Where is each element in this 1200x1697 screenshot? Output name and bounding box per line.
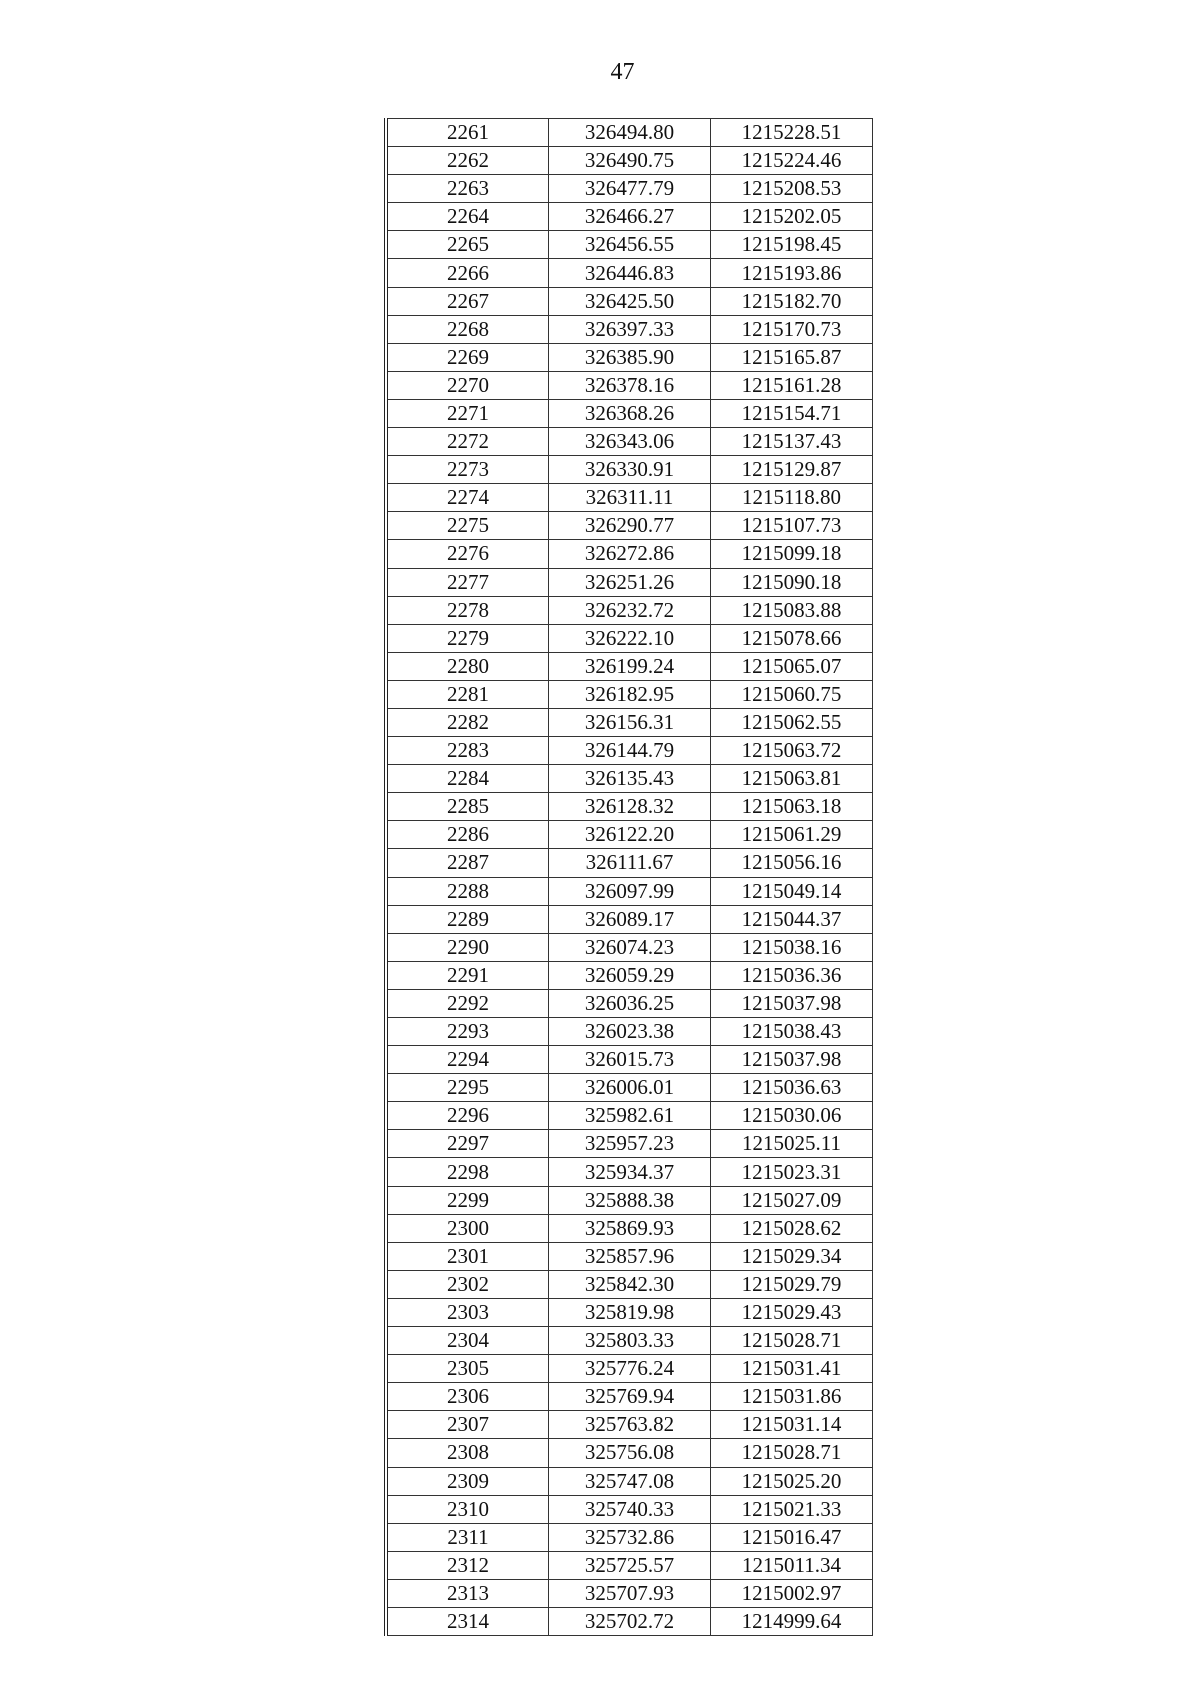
table-row [386, 175, 873, 203]
x-coordinate-cell: 325756.08 [549, 1439, 711, 1467]
table-row [386, 1467, 873, 1495]
x-coordinate-cell: 326397.33 [549, 315, 711, 343]
table-row [386, 849, 873, 877]
y-coordinate-cell: 1215056.16 [711, 849, 873, 877]
y-coordinate-cell: 1215031.14 [711, 1411, 873, 1439]
x-coordinate-cell: 326456.55 [549, 231, 711, 259]
x-coordinate-cell: 326466.27 [549, 203, 711, 231]
x-coordinate-cell: 325819.98 [549, 1298, 711, 1326]
table-row [386, 596, 873, 624]
point-number-cell: 2263 [386, 175, 549, 203]
point-number-cell: 2274 [386, 484, 549, 512]
table-row [386, 680, 873, 708]
point-number-cell: 2275 [386, 512, 549, 540]
x-coordinate-cell: 326006.01 [549, 1074, 711, 1102]
point-number-cell: 2309 [386, 1467, 549, 1495]
table-row [386, 287, 873, 315]
y-coordinate-cell: 1215038.43 [711, 1018, 873, 1046]
x-coordinate-cell: 326290.77 [549, 512, 711, 540]
table-row [386, 624, 873, 652]
y-coordinate-cell: 1215021.33 [711, 1495, 873, 1523]
y-coordinate-cell: 1215154.71 [711, 399, 873, 427]
point-number-cell: 2287 [386, 849, 549, 877]
table-row [386, 1551, 873, 1579]
table-row [386, 1186, 873, 1214]
page-number: 47 [610, 59, 635, 85]
y-coordinate-cell: 1215065.07 [711, 652, 873, 680]
point-number-cell: 2313 [386, 1579, 549, 1607]
y-coordinate-cell: 1214999.64 [711, 1607, 873, 1635]
y-coordinate-cell: 1215061.29 [711, 821, 873, 849]
table-row [386, 1495, 873, 1523]
y-coordinate-cell: 1215060.75 [711, 680, 873, 708]
x-coordinate-cell: 326222.10 [549, 624, 711, 652]
table-row [386, 1242, 873, 1270]
x-coordinate-cell: 326446.83 [549, 259, 711, 287]
x-coordinate-cell: 325707.93 [549, 1579, 711, 1607]
x-coordinate-cell: 326015.73 [549, 1046, 711, 1074]
table-row [386, 568, 873, 596]
point-number-cell: 2276 [386, 540, 549, 568]
y-coordinate-cell: 1215198.45 [711, 231, 873, 259]
y-coordinate-cell: 1215028.71 [711, 1439, 873, 1467]
table-row [386, 765, 873, 793]
table-row [386, 399, 873, 427]
y-coordinate-cell: 1215228.51 [711, 119, 873, 147]
y-coordinate-cell: 1215063.18 [711, 793, 873, 821]
y-coordinate-cell: 1215028.71 [711, 1327, 873, 1355]
x-coordinate-cell: 325957.23 [549, 1130, 711, 1158]
point-number-cell: 2299 [386, 1186, 549, 1214]
x-coordinate-cell: 326494.80 [549, 119, 711, 147]
table-row [386, 1046, 873, 1074]
x-coordinate-cell: 325740.33 [549, 1495, 711, 1523]
x-coordinate-cell: 326385.90 [549, 343, 711, 371]
y-coordinate-cell: 1215090.18 [711, 568, 873, 596]
table-row [386, 1523, 873, 1551]
y-coordinate-cell: 1215049.14 [711, 877, 873, 905]
y-coordinate-cell: 1215031.86 [711, 1383, 873, 1411]
x-coordinate-cell: 326477.79 [549, 175, 711, 203]
point-number-cell: 2269 [386, 343, 549, 371]
x-coordinate-cell: 326111.67 [549, 849, 711, 877]
y-coordinate-cell: 1215011.34 [711, 1551, 873, 1579]
point-number-cell: 2291 [386, 961, 549, 989]
point-number-cell: 2295 [386, 1074, 549, 1102]
table-row [386, 1214, 873, 1242]
point-number-cell: 2282 [386, 708, 549, 736]
y-coordinate-cell: 1215027.09 [711, 1186, 873, 1214]
y-coordinate-cell: 1215063.81 [711, 765, 873, 793]
point-number-cell: 2302 [386, 1270, 549, 1298]
x-coordinate-cell: 325732.86 [549, 1523, 711, 1551]
y-coordinate-cell: 1215036.63 [711, 1074, 873, 1102]
x-coordinate-cell: 326311.11 [549, 484, 711, 512]
x-coordinate-cell: 325776.24 [549, 1355, 711, 1383]
y-coordinate-cell: 1215029.79 [711, 1270, 873, 1298]
x-coordinate-cell: 325982.61 [549, 1102, 711, 1130]
point-number-cell: 2278 [386, 596, 549, 624]
table-row [386, 1607, 873, 1635]
point-number-cell: 2290 [386, 933, 549, 961]
x-coordinate-cell: 326059.29 [549, 961, 711, 989]
point-number-cell: 2265 [386, 231, 549, 259]
coordinates-table-body [386, 119, 873, 1636]
point-number-cell: 2273 [386, 456, 549, 484]
table-row [386, 905, 873, 933]
table-row [386, 1383, 873, 1411]
table-row [386, 877, 873, 905]
point-number-cell: 2310 [386, 1495, 549, 1523]
point-number-cell: 2305 [386, 1355, 549, 1383]
point-number-cell: 2270 [386, 371, 549, 399]
coordinates-table [384, 118, 873, 1636]
table-row [386, 1298, 873, 1326]
point-number-cell: 2280 [386, 652, 549, 680]
x-coordinate-cell: 326490.75 [549, 147, 711, 175]
point-number-cell: 2272 [386, 428, 549, 456]
point-number-cell: 2314 [386, 1607, 549, 1635]
point-number-cell: 2306 [386, 1383, 549, 1411]
y-coordinate-cell: 1215023.31 [711, 1158, 873, 1186]
table-row [386, 933, 873, 961]
point-number-cell: 2297 [386, 1130, 549, 1158]
x-coordinate-cell: 325747.08 [549, 1467, 711, 1495]
point-number-cell: 2286 [386, 821, 549, 849]
y-coordinate-cell: 1215193.86 [711, 259, 873, 287]
y-coordinate-cell: 1215208.53 [711, 175, 873, 203]
point-number-cell: 2298 [386, 1158, 549, 1186]
y-coordinate-cell: 1215165.87 [711, 343, 873, 371]
table-row [386, 1327, 873, 1355]
x-coordinate-cell: 325702.72 [549, 1607, 711, 1635]
point-number-cell: 2281 [386, 680, 549, 708]
table-row [386, 512, 873, 540]
table-row [386, 652, 873, 680]
x-coordinate-cell: 325803.33 [549, 1327, 711, 1355]
table-row [386, 540, 873, 568]
table-row [386, 259, 873, 287]
point-number-cell: 2304 [386, 1327, 549, 1355]
x-coordinate-cell: 325763.82 [549, 1411, 711, 1439]
table-row [386, 793, 873, 821]
x-coordinate-cell: 326182.95 [549, 680, 711, 708]
y-coordinate-cell: 1215078.66 [711, 624, 873, 652]
table-row [386, 428, 873, 456]
y-coordinate-cell: 1215118.80 [711, 484, 873, 512]
x-coordinate-cell: 326343.06 [549, 428, 711, 456]
point-number-cell: 2271 [386, 399, 549, 427]
y-coordinate-cell: 1215031.41 [711, 1355, 873, 1383]
point-number-cell: 2303 [386, 1298, 549, 1326]
y-coordinate-cell: 1215202.05 [711, 203, 873, 231]
table-row [386, 315, 873, 343]
table-row [386, 1355, 873, 1383]
y-coordinate-cell: 1215062.55 [711, 708, 873, 736]
y-coordinate-cell: 1215161.28 [711, 371, 873, 399]
table-row [386, 1579, 873, 1607]
y-coordinate-cell: 1215083.88 [711, 596, 873, 624]
table-row [386, 484, 873, 512]
x-coordinate-cell: 326199.24 [549, 652, 711, 680]
x-coordinate-cell: 326272.86 [549, 540, 711, 568]
point-number-cell: 2285 [386, 793, 549, 821]
x-coordinate-cell: 326036.25 [549, 989, 711, 1017]
table-row [386, 961, 873, 989]
y-coordinate-cell: 1215002.97 [711, 1579, 873, 1607]
point-number-cell: 2283 [386, 737, 549, 765]
x-coordinate-cell: 326023.38 [549, 1018, 711, 1046]
table-row [386, 203, 873, 231]
x-coordinate-cell: 326425.50 [549, 287, 711, 315]
x-coordinate-cell: 326089.17 [549, 905, 711, 933]
x-coordinate-cell: 326330.91 [549, 456, 711, 484]
table-row [386, 821, 873, 849]
table-row [386, 1130, 873, 1158]
point-number-cell: 2284 [386, 765, 549, 793]
x-coordinate-cell: 326122.20 [549, 821, 711, 849]
table-row [386, 456, 873, 484]
x-coordinate-cell: 326368.26 [549, 399, 711, 427]
x-coordinate-cell: 326156.31 [549, 708, 711, 736]
y-coordinate-cell: 1215016.47 [711, 1523, 873, 1551]
y-coordinate-cell: 1215182.70 [711, 287, 873, 315]
y-coordinate-cell: 1215099.18 [711, 540, 873, 568]
y-coordinate-cell: 1215137.43 [711, 428, 873, 456]
x-coordinate-cell: 326128.32 [549, 793, 711, 821]
table-row [386, 1411, 873, 1439]
x-coordinate-cell: 325842.30 [549, 1270, 711, 1298]
y-coordinate-cell: 1215129.87 [711, 456, 873, 484]
y-coordinate-cell: 1215107.73 [711, 512, 873, 540]
table-row [386, 343, 873, 371]
point-number-cell: 2294 [386, 1046, 549, 1074]
y-coordinate-cell: 1215037.98 [711, 989, 873, 1017]
table-row [386, 737, 873, 765]
point-number-cell: 2300 [386, 1214, 549, 1242]
point-number-cell: 2301 [386, 1242, 549, 1270]
y-coordinate-cell: 1215037.98 [711, 1046, 873, 1074]
x-coordinate-cell: 326378.16 [549, 371, 711, 399]
table-row [386, 1158, 873, 1186]
point-number-cell: 2264 [386, 203, 549, 231]
table-row [386, 1074, 873, 1102]
point-number-cell: 2296 [386, 1102, 549, 1130]
table-row [386, 708, 873, 736]
point-number-cell: 2292 [386, 989, 549, 1017]
point-number-cell: 2311 [386, 1523, 549, 1551]
x-coordinate-cell: 325725.57 [549, 1551, 711, 1579]
point-number-cell: 2262 [386, 147, 549, 175]
point-number-cell: 2267 [386, 287, 549, 315]
table-row [386, 989, 873, 1017]
point-number-cell: 2289 [386, 905, 549, 933]
x-coordinate-cell: 325769.94 [549, 1383, 711, 1411]
table-row [386, 1018, 873, 1046]
y-coordinate-cell: 1215224.46 [711, 147, 873, 175]
table-row [386, 231, 873, 259]
y-coordinate-cell: 1215029.34 [711, 1242, 873, 1270]
table-row [386, 1270, 873, 1298]
x-coordinate-cell: 325888.38 [549, 1186, 711, 1214]
table-row [386, 147, 873, 175]
x-coordinate-cell: 326135.43 [549, 765, 711, 793]
y-coordinate-cell: 1215038.16 [711, 933, 873, 961]
point-number-cell: 2293 [386, 1018, 549, 1046]
x-coordinate-cell: 325869.93 [549, 1214, 711, 1242]
x-coordinate-cell: 326144.79 [549, 737, 711, 765]
y-coordinate-cell: 1215063.72 [711, 737, 873, 765]
point-number-cell: 2266 [386, 259, 549, 287]
point-number-cell: 2277 [386, 568, 549, 596]
point-number-cell: 2308 [386, 1439, 549, 1467]
table-row [386, 1439, 873, 1467]
y-coordinate-cell: 1215036.36 [711, 961, 873, 989]
x-coordinate-cell: 326232.72 [549, 596, 711, 624]
y-coordinate-cell: 1215028.62 [711, 1214, 873, 1242]
y-coordinate-cell: 1215029.43 [711, 1298, 873, 1326]
point-number-cell: 2268 [386, 315, 549, 343]
table-row [386, 119, 873, 147]
x-coordinate-cell: 325934.37 [549, 1158, 711, 1186]
point-number-cell: 2261 [386, 119, 549, 147]
y-coordinate-cell: 1215025.11 [711, 1130, 873, 1158]
x-coordinate-cell: 326074.23 [549, 933, 711, 961]
y-coordinate-cell: 1215025.20 [711, 1467, 873, 1495]
x-coordinate-cell: 326251.26 [549, 568, 711, 596]
point-number-cell: 2307 [386, 1411, 549, 1439]
x-coordinate-cell: 325857.96 [549, 1242, 711, 1270]
table-row [386, 1102, 873, 1130]
table-row [386, 371, 873, 399]
point-number-cell: 2279 [386, 624, 549, 652]
point-number-cell: 2312 [386, 1551, 549, 1579]
y-coordinate-cell: 1215030.06 [711, 1102, 873, 1130]
y-coordinate-cell: 1215170.73 [711, 315, 873, 343]
y-coordinate-cell: 1215044.37 [711, 905, 873, 933]
x-coordinate-cell: 326097.99 [549, 877, 711, 905]
point-number-cell: 2288 [386, 877, 549, 905]
